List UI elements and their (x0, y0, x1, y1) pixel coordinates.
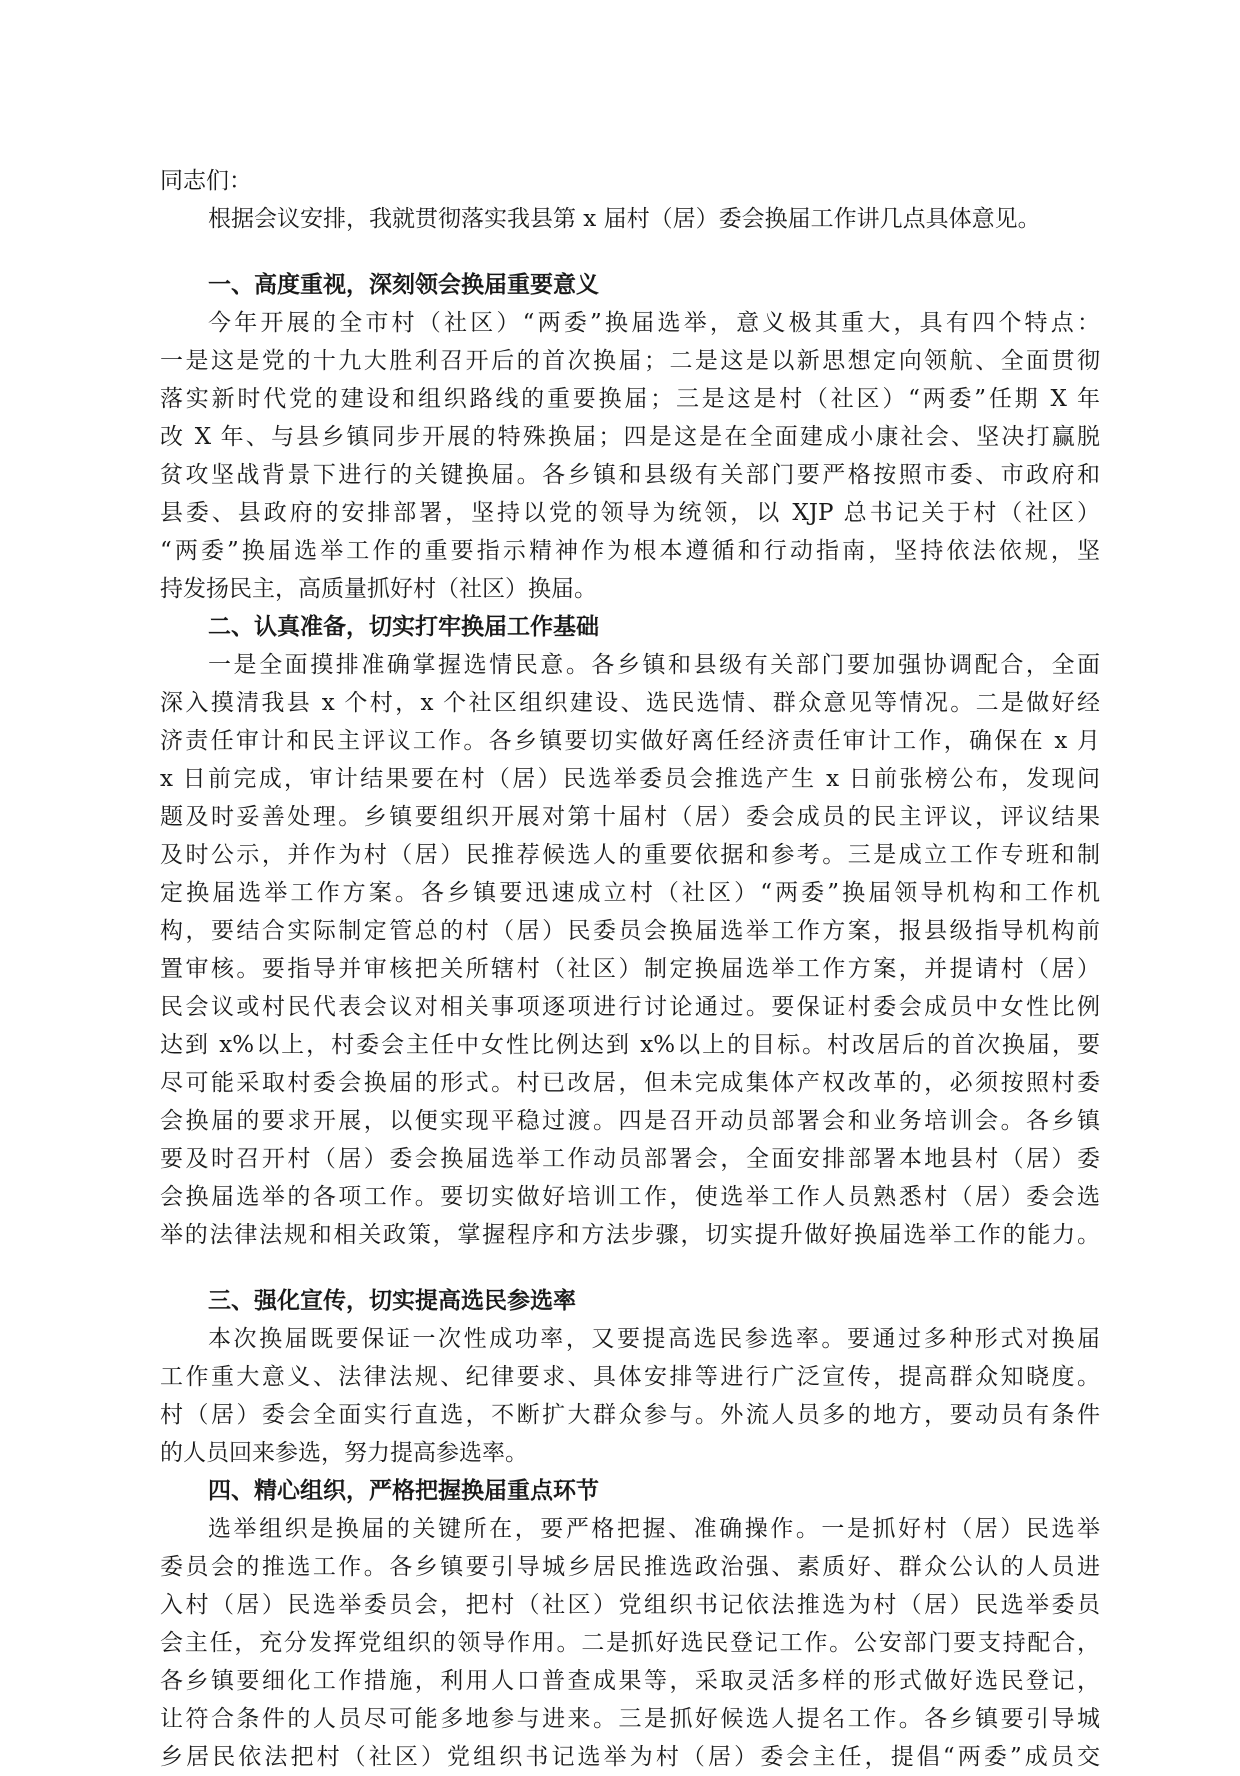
paragraph-line: 会换届的要求开展，以便实现平稳过渡。四是召开动员部署会和业务培训会。各乡镇 (160, 1108, 1100, 1134)
paragraph-line: 要及时召开村（居）委会换届选举工作动员部署会，全面安排部署本地县村（居）委 (160, 1146, 1100, 1172)
paragraph-line: 本次换届既要保证一次性成功率，又要提高选民参选率。要通过多种形式对换届 (208, 1326, 1100, 1352)
paragraph-line: 题及时妥善处理。乡镇要组织开展对第十届村（居）委会成员的民主评议，评议结果 (160, 804, 1100, 830)
paragraph-line: 会主任，充分发挥党组织的领导作用。二是抓好选民登记工作。公安部门要支持配合， (160, 1630, 1100, 1656)
paragraph-line: x 日前完成，审计结果要在村（居）民选举委员会推选产生 x 日前张榜公布，发现问 (160, 766, 1100, 792)
document-body (160, 162, 1100, 1776)
paragraph-line: 改 X 年、与县乡镇同步开展的特殊换届；四是这是在全面建成小康社会、坚决打赢脱 (160, 424, 1100, 450)
paragraph-line: 深入摸清我县 x 个村，x 个社区组织建设、选民选情、群众意见等情况。二是做好经 (160, 690, 1100, 716)
paragraph-line: 达到 x%以上，村委会主任中女性比例达到 x%以上的目标。村改居后的首次换届，要 (160, 1032, 1100, 1058)
salutation: 同志们： (160, 168, 252, 194)
paragraph-line: 乡居民依法把村（社区）党组织书记选举为村（居）委会主任，提倡“两委”成员交 (160, 1744, 1100, 1770)
section-heading: 一、高度重视，深刻领会换届重要意义 (208, 271, 599, 298)
paragraph-line: 置审核。要指导并审核把关所辖村（社区）制定换届选举工作方案，并提请村（居） (160, 956, 1100, 982)
paragraph-line: 定换届选举工作方案。各乡镇要迅速成立村（社区）“两委”换届领导机构和工作机 (160, 880, 1100, 906)
paragraph-line: 入村（居）民选举委员会，把村（社区）党组织书记依法推选为村（居）民选举委员 (160, 1592, 1100, 1618)
paragraph-line: 村（居）委会全面实行直选，不断扩大群众参与。外流人员多的地方，要动员有条件 (160, 1402, 1100, 1428)
paragraph-line: 持发扬民主，高质量抓好村（社区）换届。 (160, 576, 597, 602)
paragraph-line: 让符合条件的人员尽可能多地参与进来。三是抓好候选人提名工作。各乡镇要引导城 (160, 1706, 1100, 1732)
paragraph-line: 构，要结合实际制定管总的村（居）民委员会换届选举工作方案，报县级指导机构前 (160, 918, 1100, 944)
paragraph-line: 民会议或村民代表会议对相关事项逐项进行讨论通过。要保证村委会成员中女性比例 (160, 994, 1100, 1020)
section-heading: 二、认真准备，切实打牢换届工作基础 (208, 613, 599, 640)
paragraph-line: 县委、县政府的安排部署，坚持以党的领导为统领，以 XJP 总书记关于村（社区） (160, 500, 1100, 526)
spacer (160, 238, 1100, 266)
spacer (160, 1254, 1100, 1282)
paragraph-line: 济责任审计和民主评议工作。各乡镇要切实做好离任经济责任审计工作，确保在 x 月 (160, 728, 1100, 754)
paragraph-line: 委员会的推选工作。各乡镇要引导城乡居民推选政治强、素质好、群众公认的人员进 (160, 1554, 1100, 1580)
paragraph-line: 一是全面摸排准确掌握选情民意。各乡镇和县级有关部门要加强协调配合，全面 (208, 652, 1100, 678)
paragraph-line: 工作重大意义、法律法规、纪律要求、具体安排等进行广泛宣传，提高群众知晓度。 (160, 1364, 1100, 1390)
paragraph-line: 各乡镇要细化工作措施，利用人口普查成果等，采取灵活多样的形式做好选民登记， (160, 1668, 1100, 1694)
paragraph-line: 选举组织是换届的关键所在，要严格把握、准确操作。一是抓好村（居）民选举 (208, 1516, 1100, 1542)
section-heading: 四、精心组织，严格把握换届重点环节 (208, 1477, 599, 1504)
paragraph-line: 的人员回来参选，努力提高参选率。 (160, 1440, 528, 1466)
section-heading: 三、强化宣传，切实提高选民参选率 (208, 1287, 576, 1314)
intro-paragraph: 根据会议安排，我就贯彻落实我县第 x 届村（居）委会换届工作讲几点具体意见。 (208, 206, 1041, 232)
paragraph-line: 举的法律法规和相关政策，掌握程序和方法步骤，切实提升做好换届选举工作的能力。 (160, 1222, 1100, 1248)
paragraph-line: 一是这是党的十九大胜利召开后的首次换届；二是这是以新思想定向领航、全面贯彻 (160, 348, 1100, 374)
paragraph-line: 尽可能采取村委会换届的形式。村已改居，但未完成集体产权改革的，必须按照村委 (160, 1070, 1100, 1096)
paragraph-line: “两委”换届选举工作的重要指示精神作为根本遵循和行动指南，坚持依法依规，坚 (160, 538, 1100, 564)
paragraph-line: 贫攻坚战背景下进行的关键换届。各乡镇和县级有关部门要严格按照市委、市政府和 (160, 462, 1100, 488)
paragraph-line: 落实新时代党的建设和组织路线的重要换届；三是这是村（社区）“两委”任期 X 年 (160, 386, 1100, 412)
paragraph-line: 今年开展的全市村（社区）“两委”换届选举，意义极其重大，具有四个特点： (208, 310, 1100, 336)
paragraph-line: 会换届选举的各项工作。要切实做好培训工作，使选举工作人员熟悉村（居）委会选 (160, 1184, 1100, 1210)
paragraph-line: 及时公示，并作为村（居）民推荐候选人的重要依据和参考。三是成立工作专班和制 (160, 842, 1100, 868)
